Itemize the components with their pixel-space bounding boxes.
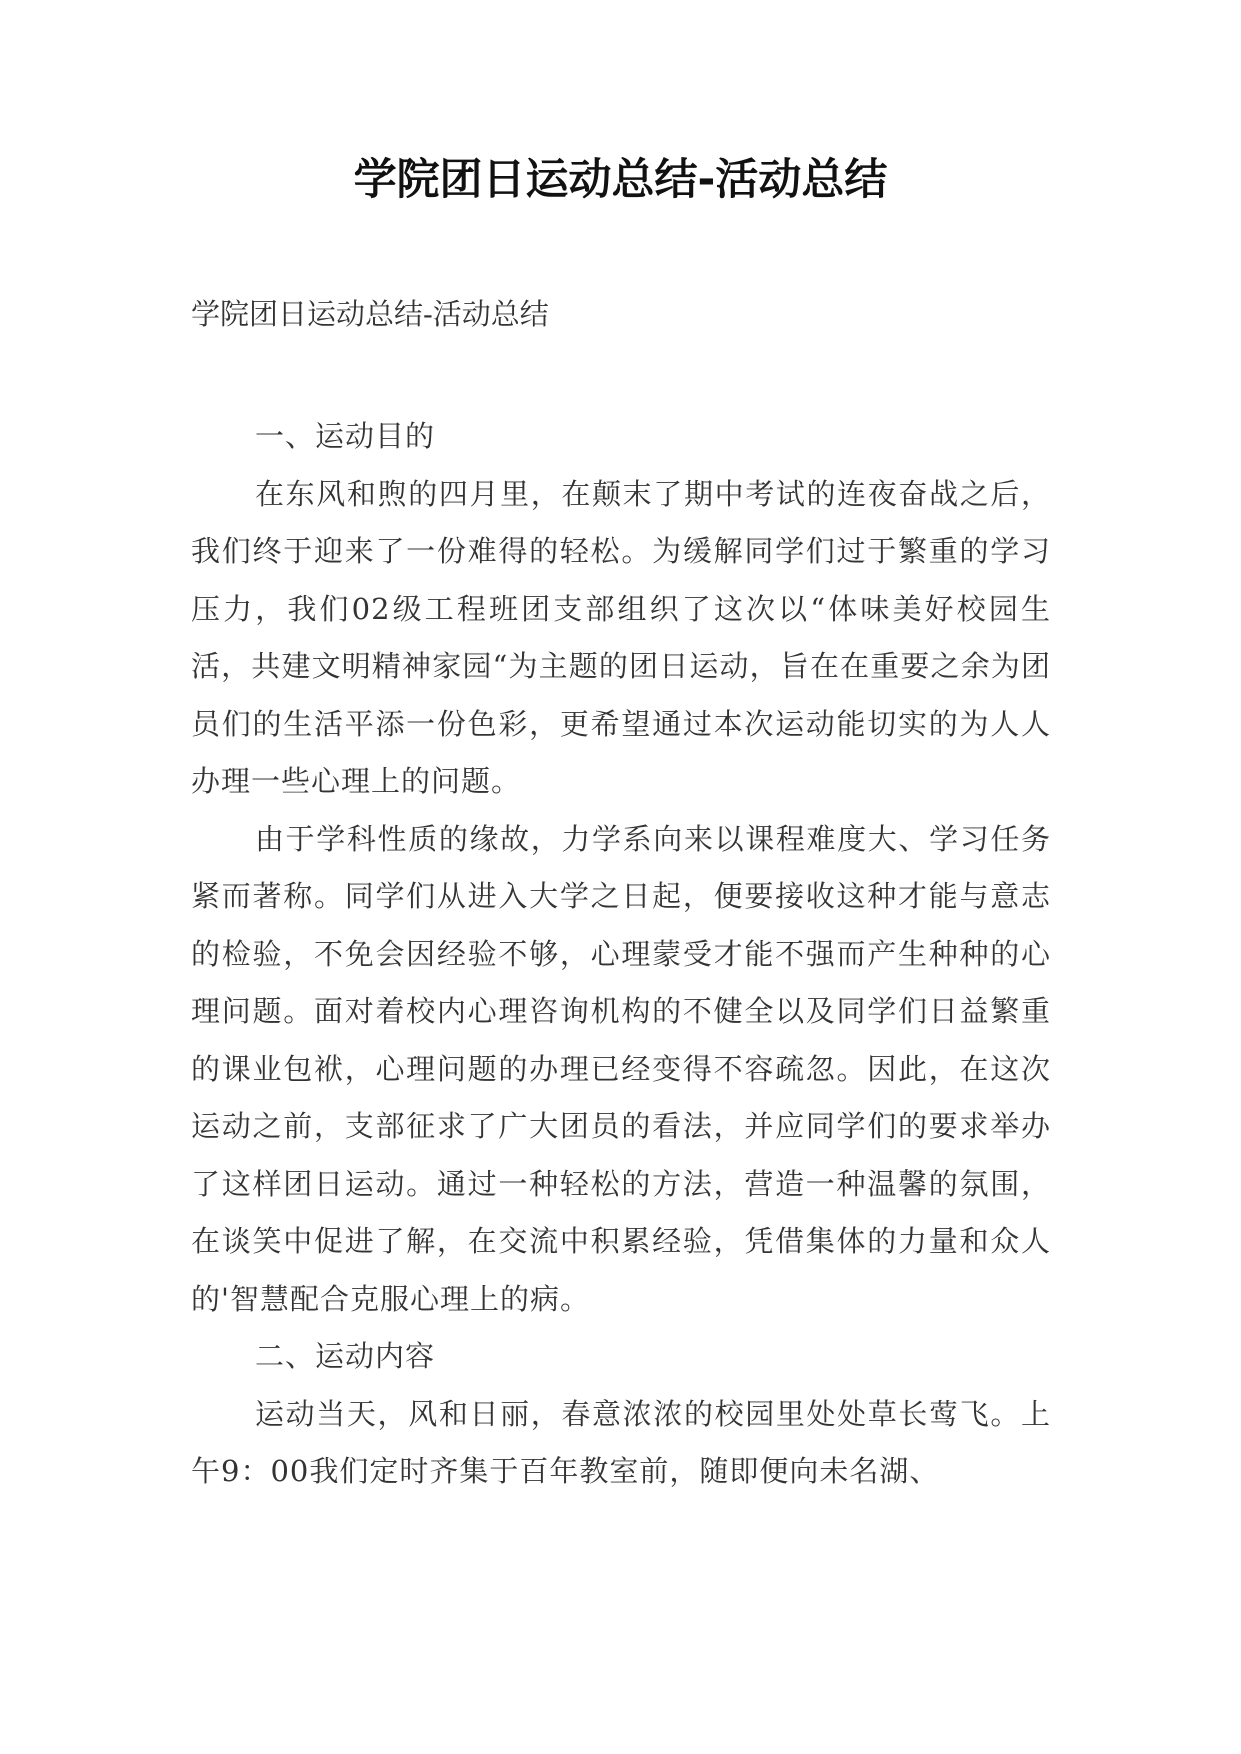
section-heading-content: 二、运动内容 — [255, 1339, 436, 1373]
document-body — [191, 408, 1051, 1501]
body-paragraph: 在东风和煦的四月里，在颠末了期中考试的连夜奋战之后，我们终于迎来了一份难得的轻松。为缓解同学们过于繁重的学习压力，我们02级工程班团支部组织了这次以“体味美好校园生活，共建文明精神家园“为主题的团日运动，旨在在重要之余为团员们的生活平添一份色彩，更希望通过本次运动能切实的为人人办理一些心理上的问题。 — [191, 476, 1051, 798]
document-subtitle: 学院团日运动总结-活动总结 — [191, 297, 549, 331]
section-heading-purpose: 一、运动目的 — [255, 419, 436, 453]
document-title: 学院团日运动总结-活动总结 — [353, 155, 888, 205]
body-paragraph: 由于学科性质的缘故，力学系向来以课程难度大、学习任务紧而著称。同学们从进入大学之日起，便要接收这种才能与意志的检验，不免会因经验不够，心理蒙受才能不强而产生种种的心理问题。面对着校内心理咨询机构的不健全以及同学们日益繁重的课业包袱，心理问题的办理已经变得不容疏忽。因此，在这次运动之前，支部征求了广大团员的看法，并应同学们的要求举办了这样团日运动。通过一种轻松的方法，营造一种温馨的氛围，在谈笑中促进了解，在交流中积累经验，凭借集体的力量和众人的'智慧配合克服心理上的病。 — [191, 821, 1051, 1316]
body-paragraph: 运动当天，风和日丽，春意浓浓的校园里处处草长莺飞。上午9：00我们定时齐集于百年教室前，随即便向未名湖、 — [191, 1396, 1051, 1488]
